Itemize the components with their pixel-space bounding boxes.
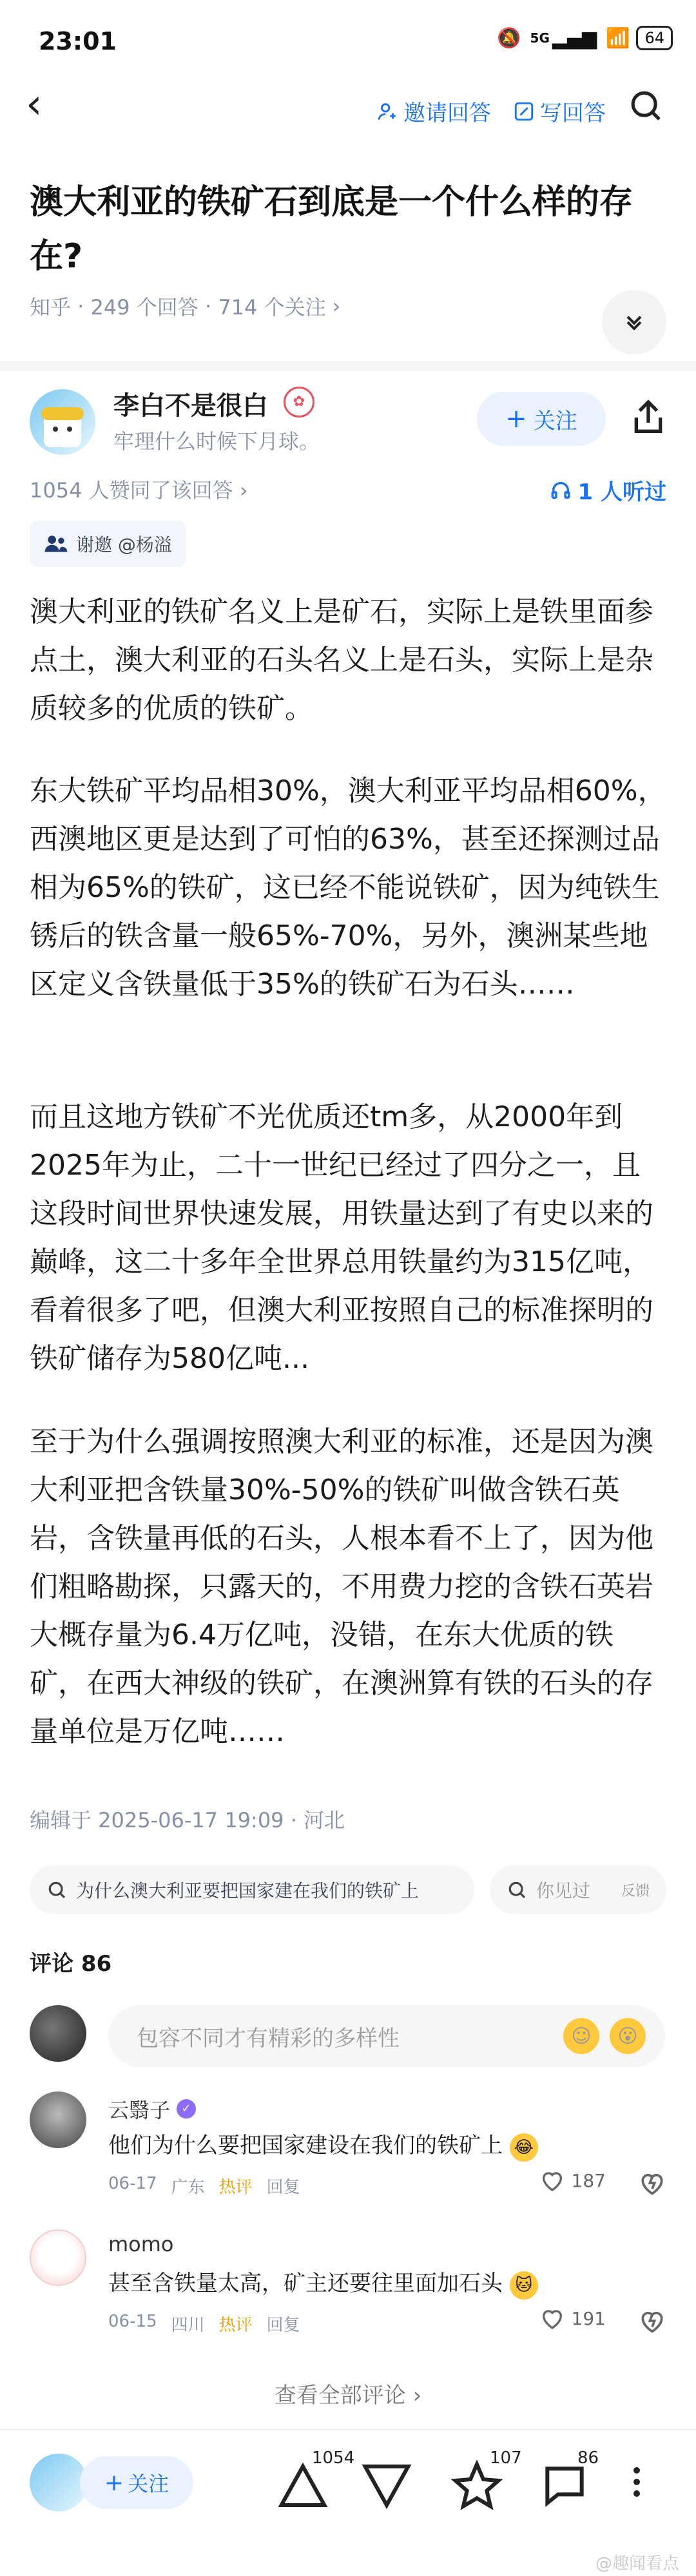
answer-paragraph: 而且这地方铁矿不光优质还tm多，从2000年到2025年为止，二十一世纪已经过了四分之一，且这段时间世界快速发展，用铁量达到了有史以来的巅峰，这二十多年全世界总用铁量约为315亿吨，看着很多了吧，但澳大利亚按照自己的标准探明的铁矿储存为580亿吨... [30, 1101, 653, 1375]
question-source: 知乎 [30, 295, 72, 320]
commenter-name[interactable] [108, 2094, 196, 2124]
search-icon [46, 1879, 67, 1900]
reply-button[interactable]: 回复 [266, 2178, 300, 2197]
comment-meta [108, 2312, 300, 2336]
comment-input[interactable] [108, 2005, 665, 2067]
bottom-follow-button[interactable] [80, 2456, 193, 2509]
signal-icon: ▂▄▆ [552, 26, 597, 50]
comment-text-content: 甚至含铁量太高，矿主还要往里面加石头 [108, 2271, 503, 2296]
heart-icon [539, 2167, 565, 2193]
question-meta[interactable] [30, 291, 340, 321]
follow-label: 关注 [533, 408, 577, 434]
more-icon[interactable] [624, 2456, 650, 2508]
meta-separator: · [71, 294, 91, 318]
related-search-chip[interactable] [30, 1865, 474, 1914]
share-icon[interactable] [628, 397, 669, 438]
comment-placeholder: 包容不同才有精彩的多样性 [137, 2025, 400, 2052]
more-dot [633, 2490, 640, 2497]
status-icons [497, 26, 673, 50]
answer-paragraph: 东大铁矿平均品相30%，澳大利亚平均品相60%，西澳地区更是达到了可怕的63%，甚至还探测过品相为65%的铁矿，这已经不能说铁矿，因为纯铁生锈后的铁含量一般65%-70%，另外，澳洲某些地区定义含铁量低于35%的铁矿石为石头…… [30, 774, 666, 1001]
comment-text-content: 他们为什么要把国家建设在我们的铁矿上 [108, 2133, 503, 2158]
bottom-follow-label: 关注 [128, 2472, 169, 2496]
related-search-text: 为什么澳大利亚要把国家建在我们的铁矿上 [76, 1880, 420, 1901]
comment-like-count: 187 [571, 2169, 606, 2191]
my-avatar [30, 2005, 86, 2062]
section-divider [0, 361, 696, 371]
invite-tag[interactable] [30, 521, 186, 567]
related-search-chip[interactable] [490, 1865, 666, 1914]
commenter-name-text: 云翳子 [108, 2098, 171, 2122]
comment-like-count: 191 [571, 2307, 606, 2329]
comment-region: 广东 [171, 2178, 205, 2197]
person-add-icon [376, 101, 398, 122]
invite-answer-button[interactable] [376, 95, 491, 127]
related-search-text: 你见过 [536, 1880, 591, 1901]
battery-level: 64 [636, 26, 673, 50]
answer-paragraph: 至于为什么强调按照澳大利亚的标准，还是因为澳大利亚把含铁量30%-50%的铁矿叫做含铁石英岩，含铁量再低的石头，人根本看不上了，因为他们粗略勘探，只露天的，不用费力挖的含铁石英岩大概存量为6.4万亿吨，没错，在东大优质的铁矿，在西大神级的铁矿，在澳洲算有铁的石头的存量单位是万亿吨…… [30, 1425, 653, 1748]
avatar-illustration [30, 389, 95, 455]
comment-region: 四川 [171, 2316, 205, 2335]
status-time: 23:01 [39, 27, 117, 55]
comment-like-button[interactable] [539, 2305, 606, 2331]
invite-label: 谢邀 @杨溢 [76, 534, 172, 555]
comments-title: 评论 86 [30, 1951, 112, 1977]
watermark: @趣闻看点 [595, 2554, 679, 2573]
back-icon[interactable]: ‹ [26, 81, 43, 128]
comment-text [108, 2265, 538, 2300]
surprised-emoji-icon[interactable]: 😮 [610, 2018, 646, 2054]
invite-answer-label: 邀请回答 [403, 101, 491, 126]
view-all-comments-link[interactable]: 查看全部评论 › [274, 2383, 422, 2408]
bottom-bar-divider [0, 2429, 696, 2430]
laugh-emoji-icon: 😂 [510, 2133, 538, 2162]
shy-emoji-icon[interactable]: ☺ [563, 2018, 599, 2054]
comment-date: 06-15 [108, 2312, 157, 2331]
double-chevron-down-icon [621, 309, 647, 335]
cat-emoji-icon: 🐱 [510, 2271, 538, 2300]
more-dot [633, 2467, 640, 2474]
comment-text [108, 2128, 538, 2162]
plus-icon: + [104, 2469, 124, 2496]
comment-count: 86 [577, 2448, 599, 2468]
edited-time: 编辑于 2025-06-17 19:09 · 河北 [30, 1808, 345, 1832]
question-title[interactable]: 澳大利亚的铁矿石到底是一个什么样的存在? [30, 183, 633, 276]
more-dot [633, 2479, 640, 2485]
search-icon[interactable] [628, 88, 664, 124]
reply-button[interactable]: 回复 [266, 2316, 300, 2335]
author-avatar[interactable] [30, 389, 95, 455]
answer-count: 249 个回答 [90, 295, 198, 320]
broken-heart-icon[interactable] [638, 2307, 666, 2335]
follow-button[interactable] [477, 392, 606, 446]
collapse-button[interactable] [602, 290, 666, 354]
bottom-author-avatar[interactable] [30, 2454, 88, 2512]
verified-icon: ✓ [177, 2099, 196, 2119]
network-label: 5G [530, 30, 550, 46]
emoji-group [563, 2018, 646, 2054]
commenter-avatar[interactable] [30, 2091, 86, 2148]
star-icon[interactable] [451, 2460, 503, 2512]
hot-badge: 热评 [218, 2178, 253, 2197]
answer-paragraph: 澳大利亚的铁矿名义上是矿石，实际上是铁里面参点土，澳大利亚的石头名义上是石头，实际上是杂质较多的优质的铁矿。 [30, 595, 653, 725]
author-badge-icon: ✿ [284, 387, 314, 418]
chevron-right-icon: › [332, 294, 341, 318]
comment-like-button[interactable] [539, 2167, 606, 2193]
author-name[interactable]: 李白不是很白 [113, 391, 268, 421]
heart-icon [539, 2305, 565, 2331]
headphone-icon [550, 479, 572, 501]
comment-date: 06-17 [108, 2174, 157, 2193]
plus-icon: + [505, 404, 527, 434]
wifi-icon: 📶 [606, 26, 630, 50]
people-icon [44, 532, 68, 556]
listen-count[interactable] [550, 474, 667, 506]
comment-icon[interactable] [539, 2460, 590, 2512]
feedback-link[interactable]: 反馈 [621, 1883, 650, 1899]
broken-heart-icon[interactable] [638, 2169, 666, 2197]
search-icon [507, 1879, 527, 1900]
star-count: 107 [490, 2448, 522, 2468]
downvote-icon[interactable] [361, 2460, 412, 2512]
agree-count[interactable]: 1054 人赞同了该回答 › [30, 478, 248, 503]
commenter-name[interactable]: momo [108, 2232, 174, 2256]
follower-count: 714 个关注 [218, 295, 326, 320]
meta-separator: · [198, 294, 218, 318]
upvote-count: 1054 [312, 2448, 355, 2468]
listen-label: 1 人听过 [577, 479, 666, 505]
commenter-avatar[interactable] [30, 2229, 86, 2286]
mute-icon: 🔕 [497, 26, 521, 50]
write-answer-button[interactable] [513, 95, 606, 127]
edit-icon [513, 101, 535, 122]
author-bio: 牢理什么时候下月球。 [113, 429, 320, 454]
hot-badge: 热评 [218, 2316, 253, 2335]
comment-meta [108, 2174, 300, 2198]
upvote-icon[interactable] [277, 2460, 329, 2512]
write-answer-label: 写回答 [540, 101, 606, 126]
